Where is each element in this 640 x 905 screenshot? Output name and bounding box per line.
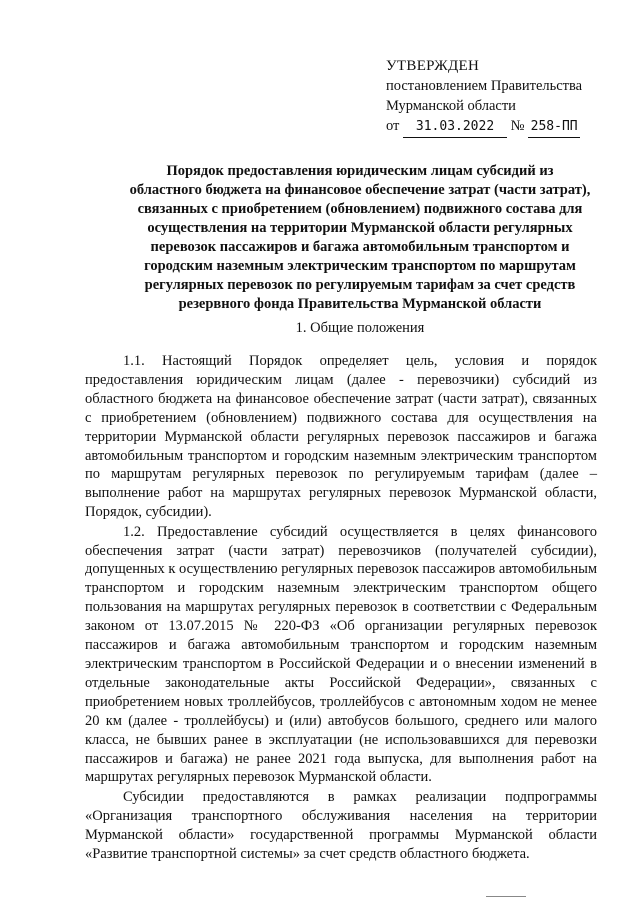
title-line: резервного фонда Правительства Мурманской области: [178, 296, 542, 312]
title-line: осуществления на территории Мурманской области регулярных: [147, 220, 573, 236]
approval-line-1: постановлением Правительства: [386, 78, 583, 94]
section-title: 1. Общие положения: [295, 320, 425, 336]
title-line: регулярных перевозок по регулируемым тарифам за счет средств: [144, 277, 576, 293]
date-prefix: от: [386, 118, 400, 134]
paragraph-1-1: 1.1. Настоящий Порядок определяет цель, условия и порядок предоставления юридическим лицам (далее - перевозчики) субсидий из областного бюджета на финансовое обеспечение затрат (части затрат), связанных с приобретением (обновлением) подвижного состава для осуществления на территории Мурманской области регулярных перевозок пассажиров и багажа автомобильным транспортом и городским наземным электрическим транспортом по маршрутам регулярных перевозок по регулируемым тарифам (далее – выполнение работ на маршрутах регулярных перевозок Мурманской области, Порядок, субсидии).: [85, 353, 597, 521]
approval-heading: УТВЕРЖДЕН: [386, 58, 480, 74]
title-line: городским наземным электрическим транспортом по маршрутам: [144, 258, 576, 274]
approval-date: 31.03.2022: [403, 117, 507, 138]
approval-line-2: Мурманской области: [386, 98, 516, 114]
paragraph-subsidies: Субсидии предоставляются в рамках реализации подпрограммы «Организация транспортного обслуживания населения на территории Мурманской области» государственной программы Мурманской области «Развитие транспортной системы» за счет средств областного бюджета.: [85, 788, 597, 862]
approval-date-line: [386, 116, 582, 138]
approval-number: 258-ПП: [528, 117, 580, 138]
number-prefix: №: [510, 118, 525, 134]
paragraph-1-2: 1.2. Предоставление субсидий осуществляется в целях финансового обеспечения затрат (части затрат) перевозчиков (получателей субсидии), допущенных к осуществлению регулярных перевозок пассажиров автомобильным транспортом и городским наземным электрическим транспортом общего пользования на маршрутах регулярных перевозок в соответствии с Федеральным законом от 13.07.2015 № 220-ФЗ «Об организации регулярных перевозок пассажиров и багажа автомобильным транспортом и городским наземным электрическим транспортом в Российской Федерации и о внесении изменений в отдельные законодательные акты Российской Федерации», связанных с приобретением новых троллейбусов, троллейбусов с автономным ходом не менее 20 км (далее - троллейбусы) и (или) автобусов большого, среднего или малого класса, не бывших ранее в эксплуатации (не использовавшихся для перевозки пассажиров и багажа) не ранее 2021 года выпуска, для выполнения работ на маршрутах регулярных перевозок Мурманской области.: [85, 523, 597, 786]
approval-stamp: [386, 56, 582, 138]
title-line: связанных с приобретением (обновлением) подвижного состава для: [137, 201, 583, 217]
document-title: [80, 162, 640, 314]
title-line: областного бюджета на финансовое обеспечение затрат (части затрат),: [129, 182, 591, 198]
title-line: перевозок пассажиров и багажа автомобильным транспортом и: [150, 239, 570, 255]
title-line: Порядок предоставления юридическим лицам субсидий из: [166, 163, 554, 179]
document-body: [85, 352, 597, 864]
page-edge-mark: [486, 896, 526, 897]
